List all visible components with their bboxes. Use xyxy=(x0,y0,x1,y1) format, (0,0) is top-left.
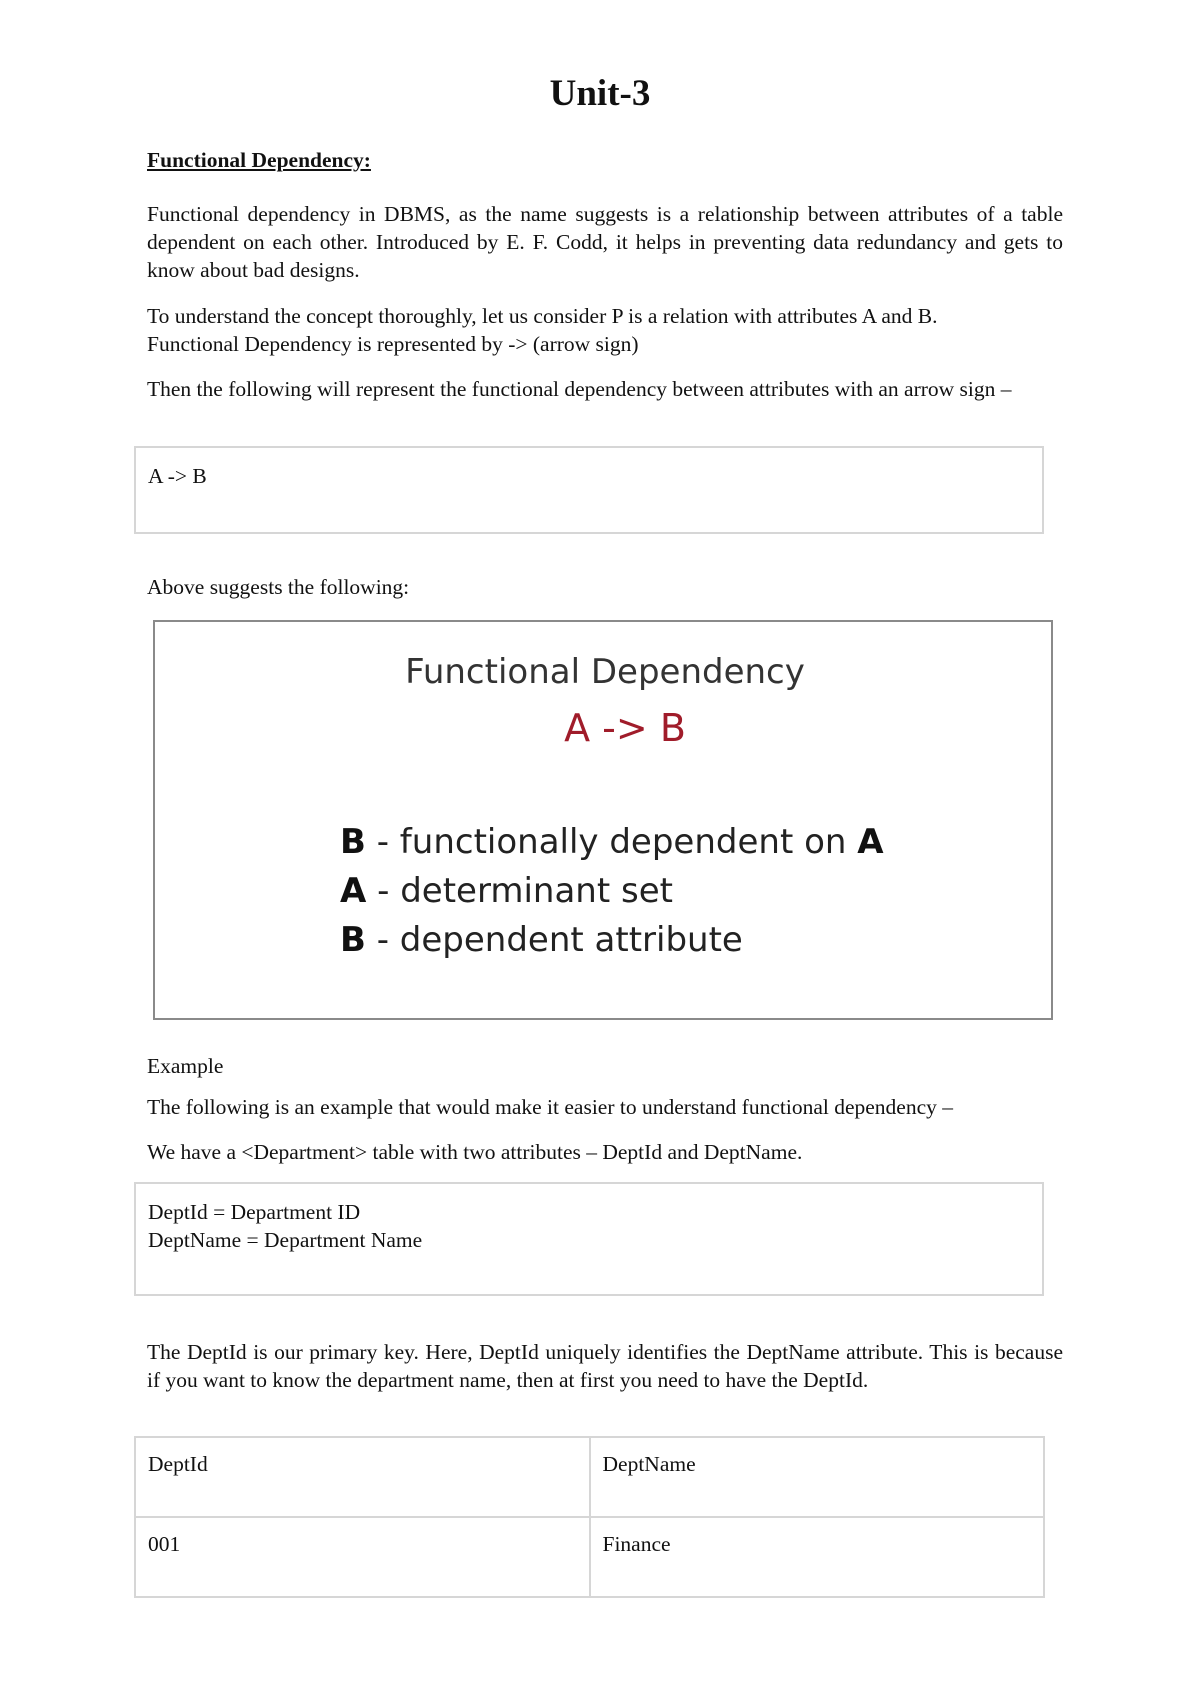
table-cell: 001 xyxy=(135,1517,590,1597)
page-title: Unit-3 xyxy=(549,73,651,114)
definition-line-2: DeptName = Department Name xyxy=(148,1228,423,1252)
arrow-notation-box xyxy=(134,446,1044,534)
definition-text: - dependent attribute xyxy=(365,920,743,960)
definition-symbol: B xyxy=(340,822,366,862)
definition-box xyxy=(134,1182,1044,1296)
example-label: Example xyxy=(147,1054,224,1078)
concept-line-1: To understand the concept thoroughly, let us consider P is a relation with attributes A and B. xyxy=(147,304,938,328)
figure-definitions xyxy=(340,818,884,965)
section-heading: Functional Dependency: xyxy=(147,148,371,172)
concept-line-2: Functional Dependency is represented by -> (arrow sign) xyxy=(147,332,639,356)
definition-text: - determinant set xyxy=(366,871,673,911)
arrow-notation-text: A -> B xyxy=(148,464,207,488)
figure-definition-2 xyxy=(340,867,884,916)
table-row xyxy=(135,1517,1044,1597)
table-cell: Finance xyxy=(590,1517,1045,1597)
primary-key-paragraph: The DeptId is our primary key. Here, DeptId uniquely identifies the DeptName attribute. This is because if you want to know the department name, then at first you need to have the DeptId. xyxy=(147,1340,1063,1392)
department-table xyxy=(134,1436,1045,1598)
table-header-cell: DeptId xyxy=(135,1437,590,1517)
suggestion-paragraph: Above suggests the following: xyxy=(147,575,410,599)
figure-title: Functional Dependency xyxy=(405,652,805,692)
table-header-cell: DeptName xyxy=(590,1437,1045,1517)
department-table-paragraph: We have a <Department> table with two attributes – DeptId and DeptName. xyxy=(147,1140,803,1164)
definition-box-text xyxy=(148,1198,422,1254)
definition-suffix-symbol: A xyxy=(857,822,884,862)
representation-paragraph: Then the following will represent the functional dependency between attributes with an arrow sign – xyxy=(147,377,1012,401)
intro-paragraph: Functional dependency in DBMS, as the name suggests is a relationship between attributes of a table dependent on each other. Introduced by E. F. Codd, it helps in preventing data redundancy and gets to know about bad designs. xyxy=(147,202,1063,282)
figure-formula: A -> B xyxy=(564,706,686,750)
definition-symbol: B xyxy=(340,920,366,960)
functional-dependency-figure xyxy=(153,620,1053,1020)
table-header-row xyxy=(135,1437,1044,1517)
example-intro-paragraph: The following is an example that would make it easier to understand functional dependency – xyxy=(147,1095,954,1119)
figure-definition-3 xyxy=(340,916,884,965)
concept-paragraph xyxy=(147,302,1063,358)
definition-text: - functionally dependent on xyxy=(365,822,858,862)
definition-line-1: DeptId = Department ID xyxy=(148,1200,361,1224)
figure-definition-1 xyxy=(340,818,884,867)
definition-symbol: A xyxy=(340,871,367,911)
